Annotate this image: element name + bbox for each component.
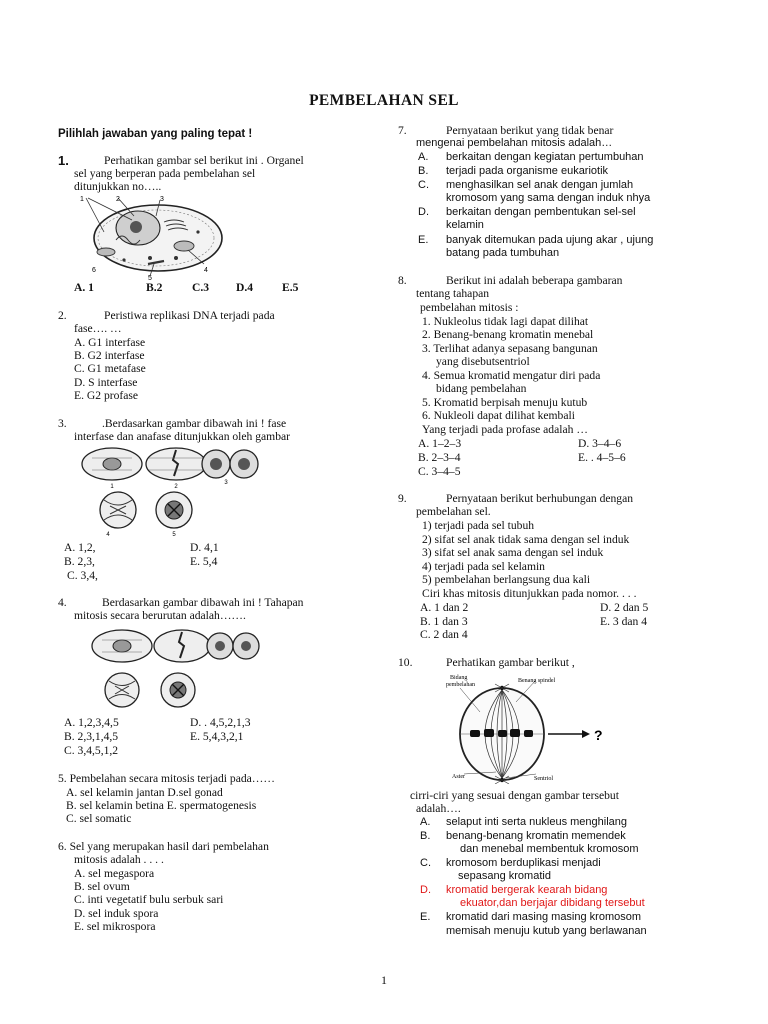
question-text: Berdasarkan gambar dibawah ini ! Tahapan (102, 596, 304, 609)
figure-label: Bidang (450, 675, 468, 681)
option-text: kromosom berduplikasi menjadi (446, 857, 601, 869)
option: B. sel kelamin betina E. spermatogenesis (66, 799, 257, 812)
instruction: Pilihlah jawaban yang paling tepat ! (58, 128, 253, 140)
question-number: 1. (58, 153, 69, 168)
animal-cell-figure (76, 192, 226, 280)
question-text: mengenai pembelahan mitosis adalah… (416, 137, 613, 149)
figure-label: 2 (174, 484, 178, 490)
option-text: banyak ditemukan pada ujung akar , ujung (446, 234, 654, 246)
list-item: 4. Semua kromatid mengatur diri pada (422, 369, 601, 382)
figure-label: 1 (110, 484, 114, 490)
list-item: 6. Nukleoli dapat dilihat kembali (422, 409, 575, 422)
question-text: tentang tahapan (416, 287, 490, 300)
option: A. sel megaspora (74, 867, 155, 880)
option: D. sel induk spora (74, 907, 159, 920)
list-item: 3) sifat sel anak sama dengan sel induk (422, 546, 604, 559)
figure-label: 6 (92, 267, 96, 274)
option: B. 2–3–4 (418, 451, 461, 464)
figure-label: 5 (148, 275, 152, 280)
option-letter: A. (418, 151, 429, 163)
option-text: berkaitan dengan kegiatan pertumbuhan (446, 151, 644, 163)
option: C. 2 dan 4 (420, 628, 468, 641)
option: C. 3,4, (67, 569, 98, 582)
question-text: 6. Sel yang merupakan hasil dari pembelahan (58, 840, 269, 853)
list-item: yang disebutsentriol (436, 355, 530, 368)
option-text: selaput inti serta nukleus menghilang (446, 816, 628, 828)
list-item: 5. Kromatid berpisah menuju kutub (422, 396, 588, 409)
figure-label: 3 (160, 196, 164, 203)
question-text: Pernyataan berikut berhubungan dengan (446, 492, 634, 505)
list-item: 4) terjadi pada sel kelamin (422, 560, 545, 573)
option-text-highlighted: ekuator,dan berjajar dibidang tersebut (460, 897, 645, 909)
list-item: 1) terjadi pada sel tubuh (422, 519, 535, 532)
question-text: ditunjukkan no….. (74, 180, 162, 193)
option-letter: B. (420, 830, 431, 842)
figure-label: 4 (106, 532, 110, 538)
option: E.5 (282, 281, 299, 294)
option: E. 5,4,3,2,1 (190, 730, 244, 743)
option-text: memisah menuju kutub yang berlawanan (446, 925, 647, 937)
list-item: 3. Terlihat adanya sepasang bangunan (422, 342, 598, 355)
option-text: dan menebal membentuk kromosom (460, 843, 639, 855)
figure-label: 4 (204, 267, 208, 274)
list-item: 1. Nukleolus tidak lagi dapat dilihat (422, 315, 589, 328)
option: C. inti vegetatif bulu serbuk sari (74, 893, 224, 906)
option: E. sel mikrospora (74, 920, 156, 933)
question-text: adalah…. (416, 802, 461, 815)
option: B. 2,3,1,4,5 (64, 730, 119, 743)
question-text: interfase dan anafase ditunjukkan oleh gambar (74, 430, 291, 443)
figure-label: 1 (80, 196, 84, 203)
option: D. . 4,5,2,1,3 (190, 716, 251, 729)
option-letter: E. (420, 911, 431, 923)
question-number: 8. (398, 274, 407, 287)
question-text: Perhatikan gambar berikut , (446, 656, 575, 669)
option: A. 1–2–3 (418, 437, 462, 450)
question-text: Perhatikan gambar sel berikut ini . Organel (104, 154, 304, 167)
option: D. 2 dan 5 (600, 601, 649, 614)
mitosis-stages-figure (74, 626, 274, 716)
option-text: terjadi pada organisme eukariotik (446, 165, 609, 177)
figure-label: ? (594, 727, 603, 743)
figure-label: Benang spindel (518, 678, 556, 684)
option: B. 1 dan 3 (420, 615, 468, 628)
metaphase-cell-figure (440, 672, 620, 784)
question-text: mitosis secara berurutan adalah……. (74, 609, 246, 622)
page-title: PEMBELAHAN SEL (309, 92, 459, 109)
option-text: menghasilkan sel anak dengan jumlah (446, 179, 634, 191)
question-number: 4. (58, 596, 67, 609)
option-text: kromatid dari masing masing kromosom (446, 911, 642, 923)
list-item: 5) pembelahan berlangsung dua kali (422, 573, 591, 586)
option: C. G1 metafase (74, 362, 146, 375)
option: C. 3,4,5,1,2 (64, 744, 119, 757)
question-number: 10. (398, 656, 413, 669)
option-text: berkaitan dengan pembentukan sel-sel (446, 206, 636, 218)
option: D. 4,1 (190, 541, 219, 554)
list-item: bidang pembelahan (436, 382, 527, 395)
question-text: mitosis adalah . . . . (74, 853, 164, 866)
figure-label: 2 (116, 196, 120, 203)
question-text: Ciri khas mitosis ditunjukkan pada nomor. . . . (422, 587, 637, 600)
question-text: pembelahan mitosis : (420, 301, 519, 314)
option: E. G2 profase (74, 389, 139, 402)
option: A. 1,2,3,4,5 (64, 716, 119, 729)
option: A. 1 (74, 281, 94, 294)
question-text: .Berdasarkan gambar dibawah ini ! fase (102, 417, 287, 430)
option: B. 2,3, (64, 555, 95, 568)
option-letter-highlighted: D. (420, 884, 431, 896)
figure-label: Sentriol (534, 776, 553, 782)
page-number: 1 (381, 973, 387, 987)
figure-label: 3 (224, 480, 228, 486)
option: E. 5,4 (190, 555, 218, 568)
option-text: batang pada tumbuhan (446, 247, 560, 259)
option-letter: A. (420, 816, 431, 828)
option: C. sel somatic (66, 812, 132, 825)
option: A. G1 interfase (74, 336, 146, 349)
option-letter: D. (418, 206, 429, 218)
question-text: Yang terjadi pada profase adalah … (422, 423, 588, 436)
option: D.4 (236, 281, 254, 294)
figure-label: 5 (172, 532, 176, 538)
question-number: 9. (398, 492, 407, 505)
option: B. G2 interfase (74, 349, 145, 362)
option-text: benang-benang kromatin memendek (446, 830, 626, 842)
option: A. sel kelamin jantan D.sel gonad (66, 786, 223, 799)
mitosis-phases-figure (74, 444, 274, 540)
question-number: 2. (58, 309, 67, 322)
question-text: fase…. … (74, 322, 122, 335)
option-text: sepasang kromatid (458, 870, 551, 882)
question-number: 3. (58, 417, 67, 430)
option: D. S interfase (74, 376, 138, 389)
option-text: kromosom yang sama dengan induk nhya (446, 192, 651, 204)
option: E. . 4–5–6 (578, 451, 626, 464)
option: C.3 (192, 281, 210, 294)
list-item: 2. Benang-benang kromatin menebal (422, 328, 594, 341)
option: B.2 (146, 281, 163, 294)
question-text: Peristiwa replikasi DNA terjadi pada (104, 309, 275, 322)
option-text: kelamin (446, 219, 484, 231)
question-text: sel yang berperan pada pembelahan sel (74, 167, 256, 180)
question-text: Berikut ini adalah beberapa gambaran (446, 274, 623, 287)
question-number: 7. (398, 124, 407, 137)
option: E. 3 dan 4 (600, 615, 648, 628)
option-letter: B. (418, 165, 429, 177)
option: C. 3–4–5 (418, 465, 461, 478)
option: A. 1,2, (64, 541, 96, 554)
option: A. 1 dan 2 (420, 601, 469, 614)
option-letter: E. (418, 234, 429, 246)
option-text-highlighted: kromatid bergerak kearah bidang (446, 884, 608, 896)
figure-label: Aster (452, 774, 465, 780)
question-text: cirri-ciri yang sesuai dengan gambar tersebut (410, 789, 619, 802)
question-text: Pernyataan berikut yang tidak benar (446, 124, 614, 137)
option: B. sel ovum (74, 880, 130, 893)
option: D. 3–4–6 (578, 437, 622, 450)
option-letter: C. (418, 179, 429, 191)
question-text: pembelahan sel. (416, 505, 491, 518)
figure-label: pembelahan (446, 682, 475, 688)
question-text: 5. Pembelahan secara mitosis terjadi pada…… (58, 772, 275, 785)
list-item: 2) sifat sel anak tidak sama dengan sel induk (422, 533, 630, 546)
option-letter: C. (420, 857, 431, 869)
